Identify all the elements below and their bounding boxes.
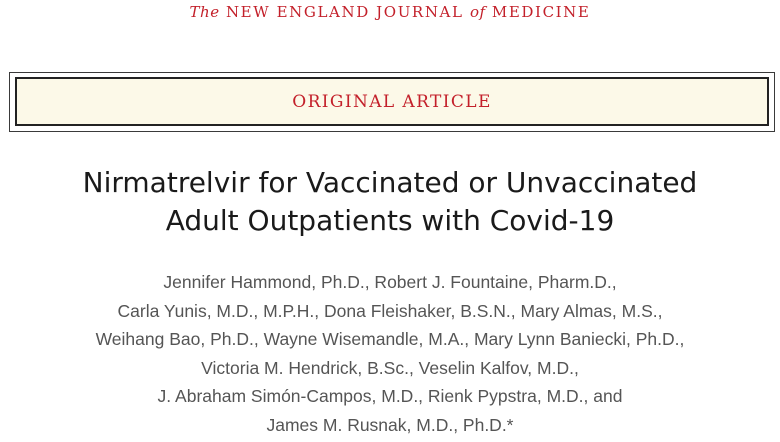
author-line: Weihang Bao, Ph.D., Wayne Wisemandle, M.A., Mary Lynn Baniecki, Ph.D., (95, 329, 685, 349)
article-type-label: ORIGINAL ARTICLE (292, 91, 492, 112)
title-line: Adult Outpatients with Covid-19 (165, 204, 615, 237)
article-type-banner (15, 77, 769, 126)
author-line: James M. Rusnak, M.D., Ph.D.* (266, 414, 514, 435)
author-list (0, 268, 780, 439)
author-line: Jennifer Hammond, Ph.D., Robert J. Fountaine, Pharm.D., (163, 272, 617, 292)
masthead-the: The (189, 3, 220, 21)
author-line: Carla Yunis, M.D., M.P.H., Dona Fleishaker, B.S.N., Mary Almas, M.S., (117, 300, 663, 321)
author-line: Victoria M. Hendrick, B.Sc., Veselin Kalfov, M.D., (201, 357, 579, 378)
title-line: Nirmatrelvir for Vaccinated or Unvaccinated (82, 166, 698, 199)
masthead-name-1: NEW ENGLAND JOURNAL (225, 3, 464, 21)
journal-masthead (0, 3, 780, 21)
article-title (0, 164, 780, 240)
masthead-name-2: MEDICINE (491, 3, 591, 21)
author-line: J. Abraham Simón-Campos, M.D., Rienk Pypstra, M.D., and (157, 386, 623, 406)
masthead-of: of (469, 3, 486, 21)
